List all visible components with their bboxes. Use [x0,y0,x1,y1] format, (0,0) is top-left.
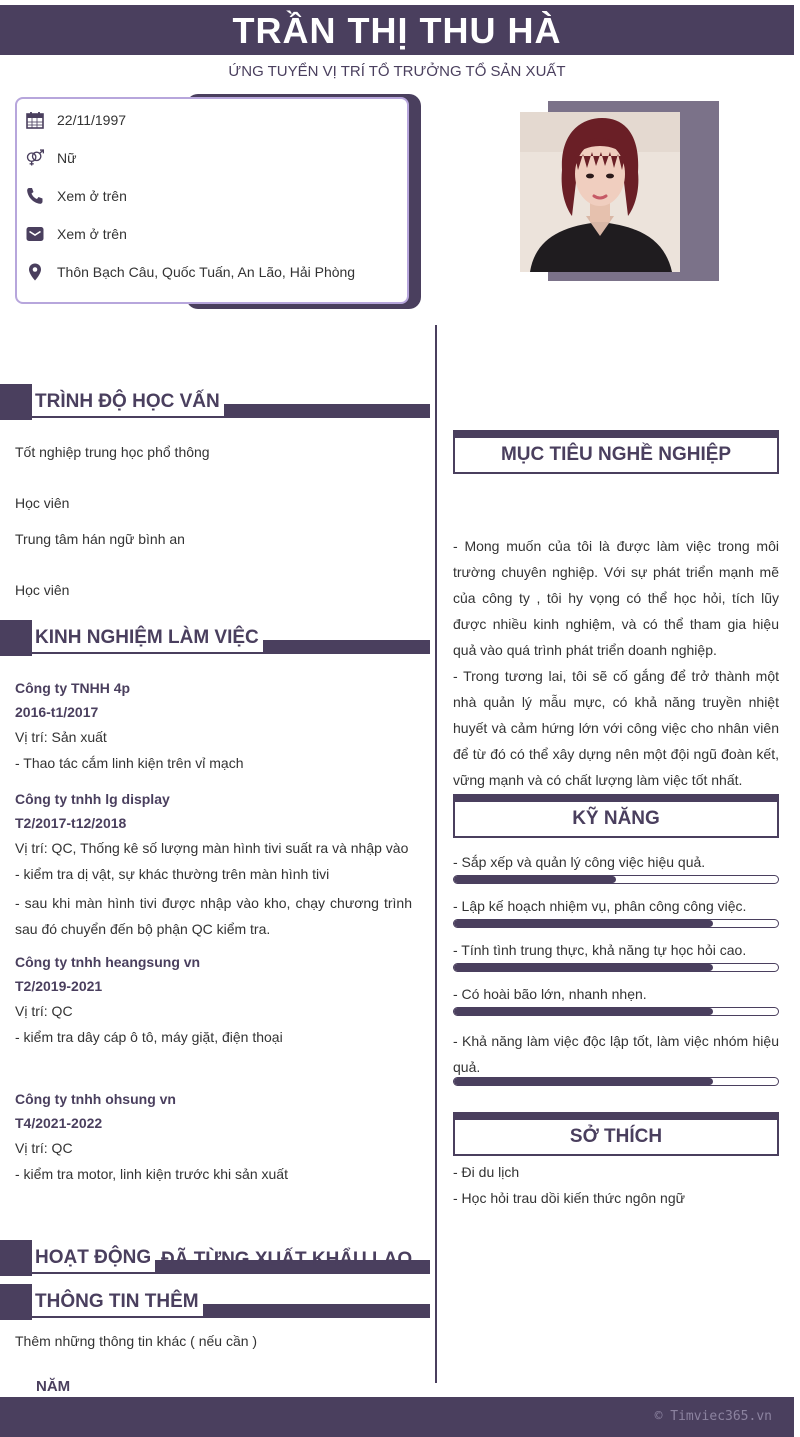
extra-info-heading [0,1284,430,1320]
education-major: Học viên [15,582,70,598]
job-company: Công ty tnhh ohsung vn [15,1091,176,1107]
objective-title: MỤC TIÊU NGHỀ NGHIỆP [453,438,779,474]
skill-bar [453,963,779,972]
extra-info-text: Thêm những thông tin khác ( nếu cần ) [15,1333,258,1349]
calendar-icon [25,109,49,131]
job-duty: - sau khi màn hình tivi được nhập vào kho, chạy chương trình sau đó chuyển đến bộ phận QC kiểm tra. [15,895,412,937]
gender-text: Nữ [57,150,77,166]
birthday-text: 22/11/1997 [57,112,127,128]
phone-text: Xem ở trên [57,188,127,204]
job-company: Công ty tnhh lg display [15,791,170,807]
profile-photo [520,112,680,272]
hobbies-title: SỞ THÍCH [453,1120,779,1156]
info-email [25,223,127,245]
location-icon [25,261,49,283]
objective-heading [453,430,779,474]
applied-position: ỨNG TUYỂN VỊ TRÍ TỔ TRƯỞNG TỔ SẢN XUẤT [228,63,566,80]
contact-info-box [15,97,409,304]
info-birthday [25,109,126,131]
education-title: TRÌNH ĐỘ HỌC VẤN [32,388,224,416]
job-duty: - kiểm tra dị vật, sự khác thường trên màn hình tivi [15,866,330,882]
email-text: Xem ở trên [57,226,127,242]
job-time: T2/2017-t12/2018 [15,815,127,831]
hobby-item: - Học hỏi trau dồi kiến thức ngôn ngữ [453,1190,685,1206]
footer-band [0,1397,794,1437]
activities-title: HOẠT ĐỘNG [32,1244,155,1272]
experience-heading [0,620,430,656]
phone-icon [25,185,49,207]
education-major: Học viên [15,495,70,511]
hobbies-heading [453,1112,779,1156]
extra-info-title: THÔNG TIN THÊM [32,1288,203,1316]
job-role: Vị trí: QC, Thống kê số lượng màn hình tivi suất ra và nhập vào [15,840,409,856]
skill-level [454,876,616,883]
gender-icon [25,147,49,169]
job-company: Công ty tnhh heangsung vn [15,954,201,970]
footer-watermark: © Timviec365.vn [654,1409,772,1424]
job-duty: - kiểm tra dây cáp ô tô, máy giặt, điện thoại [15,1029,283,1045]
skill-level [454,1078,713,1085]
skill-bar [453,919,779,928]
column-divider [435,325,437,1383]
truncated-heading: NĂM [36,1378,71,1395]
skills-title: KỸ NĂNG [453,802,779,838]
job-role: Vị trí: Sản xuất [15,729,107,745]
skill-label: - Tính tình trung thực, khả năng tự học hỏi cao. [453,942,747,958]
candidate-name: TRẦN THỊ THU HÀ [232,10,562,51]
education-school: Trung tâm hán ngữ bình an [15,531,185,547]
job-time: 2016-t1/2017 [15,704,99,720]
job-role: Vị trí: QC [15,1140,73,1156]
job-role: Vị trí: QC [15,1003,73,1019]
experience-title: KINH NGHIỆM LÀM VIỆC [32,624,263,652]
skills-heading [453,794,779,838]
education-heading [0,384,430,420]
job-time: T4/2021-2022 [15,1115,103,1131]
job-time: T2/2019-2021 [15,978,103,994]
job-duty: - kiểm tra motor, linh kiện trước khi sản xuất [15,1166,288,1182]
objective-paragraph: - Mong muốn của tôi là được làm việc trong môi trường chuyên nghiệp. Với sự phát triển mạnh mẽ của công ty , tôi hy vọng có thể học hỏi, tích lũy được nhiều kinh nghiệm, và có thể tham gia hiệu quả vào quá trình phát triển doanh nghiệp. [453,538,779,658]
objective-paragraph: - Trong tương lai, tôi sẽ cố gắng để trở thành một nhà quản lý mẫu mực, có khả năng truyền nhiệt huyết và cảm hứng lớn với công việc cho nhân viên để từ đó có thể xây dựng nên một đội ngũ đoàn kết, vững mạnh và có chất lượng làm việc tốt nhất. [453,668,779,788]
hobby-item: - Đi du lịch [453,1164,520,1180]
address-text: Thôn Bạch Câu, Quốc Tuấn, An Lão, Hải Phòng [57,264,356,280]
job-duty: - Thao tác cắm linh kiện trên vỉ mạch [15,755,244,771]
info-address [25,261,355,283]
skill-label: - Lập kế hoạch nhiệm vụ, phân công công việc. [453,898,747,914]
email-icon [25,223,49,245]
activities-heading [0,1240,430,1276]
info-phone [25,185,127,207]
skill-bar [453,1007,779,1016]
activities-overlap-text: ĐÃ TỪNG XUẤT KHẨU LAO [161,1249,413,1270]
skill-label: - Sắp xếp và quản lý công việc hiệu quả. [453,854,706,870]
skill-level [454,1008,713,1015]
info-gender [25,147,76,169]
skill-label: - Khả năng làm việc độc lập tốt, làm việc nhóm hiệu quả. [453,1033,779,1075]
job-company: Công ty TNHH 4p [15,680,131,696]
education-school: Tốt nghiệp trung học phổ thông [15,444,210,460]
skill-level [454,964,713,971]
skill-bar [453,1077,779,1086]
skill-level [454,920,713,927]
skill-label: - Có hoài bão lớn, nhanh nhẹn. [453,986,647,1002]
skill-bar [453,875,779,884]
